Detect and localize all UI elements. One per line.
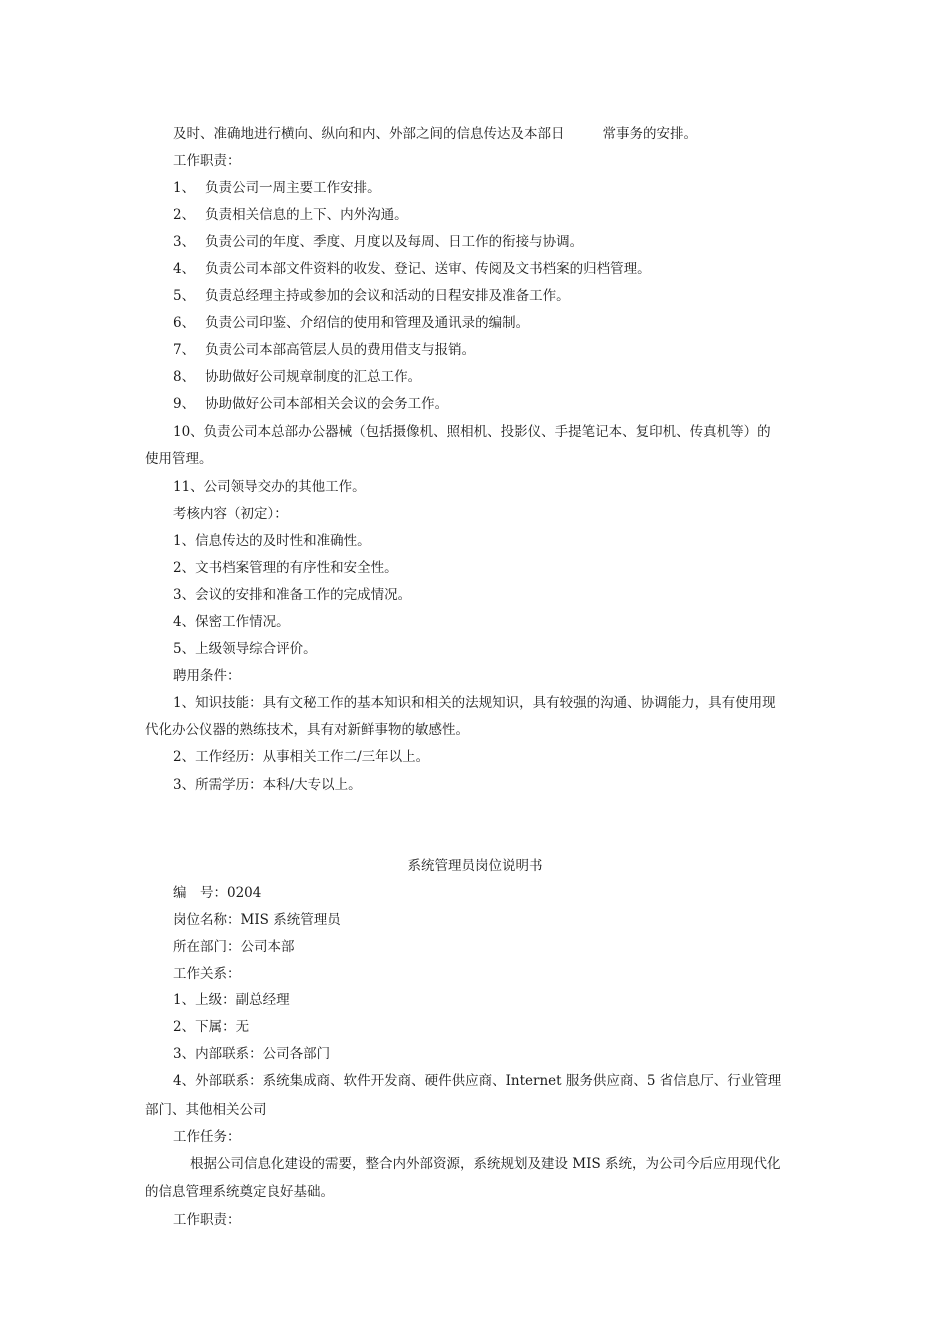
duty-item: 2、 负责相关信息的上下、内外沟通。 xyxy=(173,207,408,223)
duty-item: 7、 负责公司本部高管层人员的费用借支与报销。 xyxy=(173,342,476,358)
assessment-item: 3、会议的安排和准备工作的完成情况。 xyxy=(173,587,412,603)
hiring-1-line2: 代化办公仪器的熟练技术，具有对新鲜事物的敏感性。 xyxy=(145,722,469,738)
assessment-item: 5、上级领导综合评价。 xyxy=(173,641,317,657)
duty-11: 11、公司领导交办的其他工作。 xyxy=(173,479,366,495)
assessment-item: 2、文书档案管理的有序性和安全性。 xyxy=(173,560,398,576)
relations-heading: 工作关系： xyxy=(173,966,241,982)
relation-item: 3、内部联系：公司各部门 xyxy=(173,1046,331,1062)
section-title: 系统管理员岗位说明书 xyxy=(407,858,543,874)
intro-text-b: 常事务的安排。 xyxy=(602,126,697,142)
hiring-1-line1: 1、知识技能：具有文秘工作的基本知识和相关的法规知识，具有较强的沟通、协调能力，具有使用现 xyxy=(173,695,776,711)
duty-item: 1、 负责公司一周主要工作安排。 xyxy=(173,180,381,196)
tasks-heading: 工作任务： xyxy=(173,1129,241,1145)
assessment-heading: 考核内容（初定）： xyxy=(173,506,288,522)
hiring-3: 3、所需学历：本科/大专以上。 xyxy=(173,777,362,793)
duty-item: 8、 协助做好公司规章制度的汇总工作。 xyxy=(173,369,422,385)
duties-heading-2: 工作职责： xyxy=(173,1212,241,1228)
duty-10-line1: 10、负责公司本总部办公器械（包括摄像机、照相机、投影仪、手提笔记本、复印机、传真机等）的 xyxy=(173,424,771,440)
duty-item: 5、 负责总经理主持或参加的会议和活动的日程安排及准备工作。 xyxy=(173,288,570,304)
duty-item: 4、 负责公司本部文件资料的收发、登记、送审、传阅及文书档案的归档管理。 xyxy=(173,261,651,277)
duties-heading: 工作职责： xyxy=(173,153,241,169)
duty-item: 9、 协助做好公司本部相关会议的会务工作。 xyxy=(173,396,449,412)
relation-4-line2: 部门、其他相关公司 xyxy=(145,1102,267,1118)
tasks-line1: 根据公司信息化建设的需要，整合内外部资源，系统规划及建设 MIS 系统，为公司今后应用现代化 xyxy=(190,1156,781,1172)
tasks-line2: 的信息管理系统奠定良好基础。 xyxy=(145,1184,334,1200)
relation-4-line1: 4、外部联系：系统集成商、软件开发商、硬件供应商、Internet 服务供应商、5 省信息厅、行业管理 xyxy=(173,1073,782,1089)
assessment-item: 4、保密工作情况。 xyxy=(173,614,290,630)
hiring-heading: 聘用条件： xyxy=(173,668,241,684)
department: 所在部门：公司本部 xyxy=(173,939,295,955)
duty-item: 3、 负责公司的年度、季度、月度以及每周、日工作的衔接与协调。 xyxy=(173,234,584,250)
duty-item: 6、 负责公司印鉴、介绍信的使用和管理及通讯录的编制。 xyxy=(173,315,530,331)
intro-line xyxy=(173,125,697,143)
position-code: 编 号：0204 xyxy=(173,885,262,901)
relation-item: 1、上级：副总经理 xyxy=(173,992,290,1008)
relation-item: 2、下属：无 xyxy=(173,1019,250,1035)
assessment-item: 1、信息传达的及时性和准确性。 xyxy=(173,533,371,549)
hiring-2: 2、工作经历：从事相关工作二/三年以上。 xyxy=(173,749,430,765)
intro-text-a: 及时、准确地进行横向、纵向和内、外部之间的信息传达及本部日 xyxy=(173,126,565,142)
duty-10-line2: 使用管理。 xyxy=(145,451,213,467)
position-name: 岗位名称：MIS 系统管理员 xyxy=(173,912,341,928)
